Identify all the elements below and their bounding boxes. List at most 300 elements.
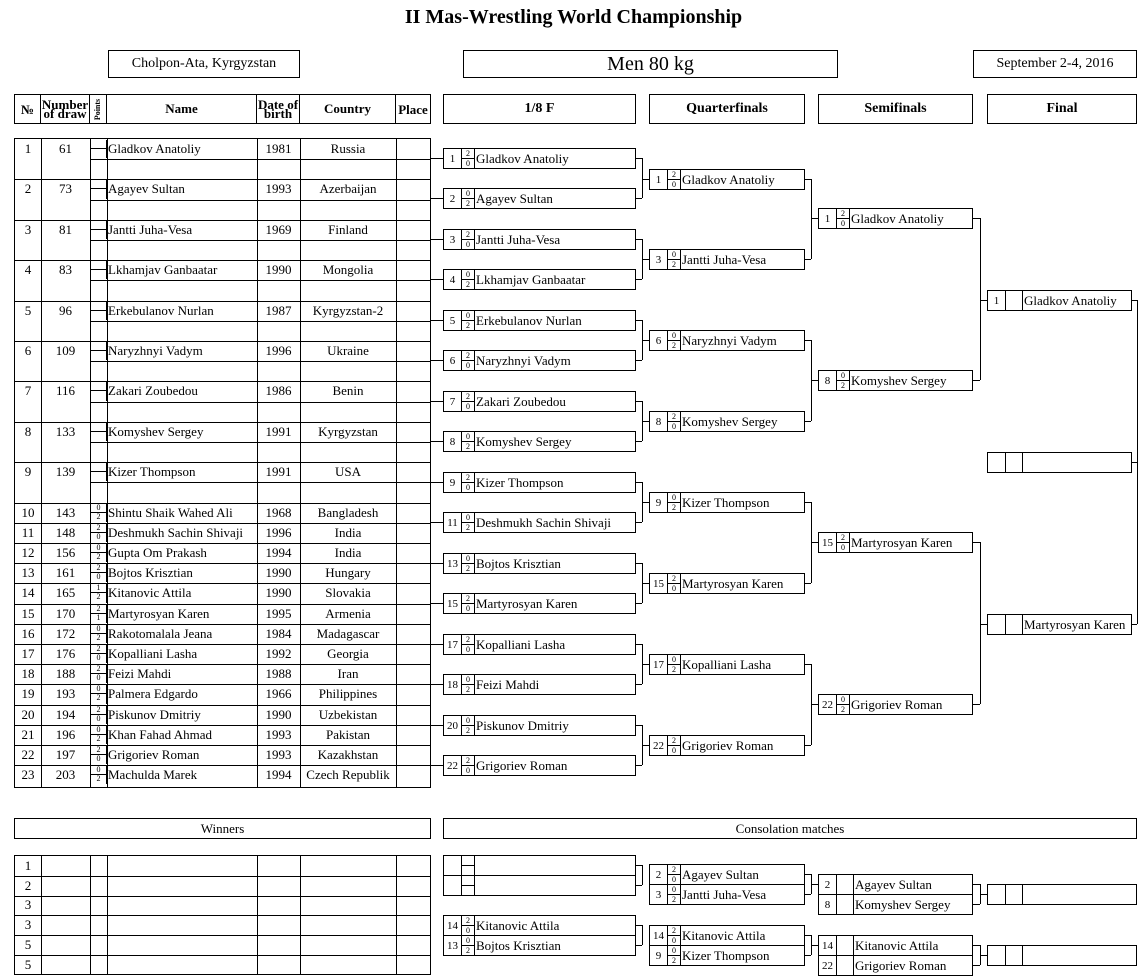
- participant-name: Kitanovic Attila: [108, 585, 192, 601]
- score-cell: [667, 331, 681, 350]
- winner-place: 2: [24, 877, 32, 893]
- bracket-line: [431, 360, 443, 361]
- slot-name: Agayev Sultan: [682, 867, 759, 882]
- bracket-line: [811, 218, 818, 219]
- score-cell: [667, 926, 681, 945]
- place-cell: [396, 604, 430, 624]
- bracket-line: [973, 542, 980, 543]
- slot-name: Kizer Thompson: [682, 495, 770, 510]
- bracket-line: [636, 158, 642, 159]
- score-cell: [461, 635, 475, 654]
- participant-name: Martyrosyan Karen: [108, 605, 210, 621]
- score-cell: [667, 412, 681, 431]
- winner-place: 3: [24, 897, 32, 913]
- qf-slot: [649, 654, 805, 675]
- slot-name: Gladkov Anatoliy: [1024, 293, 1117, 308]
- points-top: [91, 261, 106, 270]
- consolation-slot: [443, 915, 636, 936]
- r16-slot: [443, 472, 636, 493]
- consolation-slot: [443, 935, 636, 956]
- score-cell: [461, 432, 475, 451]
- bracket-line: [811, 884, 818, 885]
- bracket-line: [642, 482, 643, 522]
- row-number: 2: [24, 181, 32, 197]
- score-bottom: 2: [672, 260, 676, 269]
- score-top: 2: [668, 865, 680, 875]
- slot-name: Zakari Zoubedou: [476, 394, 566, 409]
- bracket-line: [431, 725, 443, 726]
- seed-number: 18: [447, 678, 458, 691]
- score-bottom: 2: [841, 381, 845, 390]
- bracket-line: [636, 360, 642, 361]
- bracket-line: [811, 179, 812, 259]
- points-top: 2: [91, 746, 106, 755]
- birth-year: 1987: [265, 302, 292, 318]
- points-top: 2: [91, 605, 106, 614]
- score-bottom: 0: [466, 604, 470, 613]
- slot-name: Jantti Juha-Vesa: [476, 232, 561, 247]
- slot-name: Kizer Thompson: [476, 475, 564, 490]
- country: Mongolia: [322, 262, 374, 278]
- country: Bangladesh: [317, 504, 379, 520]
- qf-slot: [649, 330, 805, 351]
- points-cell: [90, 180, 107, 198]
- score-top: 0: [837, 371, 849, 381]
- bracket-line: [811, 380, 818, 381]
- birth-year: 1993: [265, 726, 292, 742]
- table-row: [15, 563, 430, 583]
- table-row: [15, 705, 430, 725]
- score-bottom: 2: [466, 442, 470, 451]
- slot-name: Gladkov Anatoliy: [682, 172, 775, 187]
- draw-number: 73: [59, 181, 72, 197]
- country: Kyrgyzstan: [318, 423, 378, 439]
- score-cell: [667, 493, 681, 512]
- score-cell: [461, 916, 475, 935]
- consolation-slot: [818, 935, 973, 956]
- draw-number: 196: [55, 726, 76, 742]
- winner-place: 5: [24, 956, 32, 972]
- seed-number: [988, 885, 1005, 904]
- points-top: 0: [91, 726, 106, 735]
- place-cell: [396, 583, 430, 603]
- bracket-line: [811, 664, 812, 745]
- score-bottom: 2: [672, 503, 676, 512]
- score-cell: [461, 270, 475, 289]
- consolation-slot: [818, 874, 973, 895]
- row-divider: [15, 876, 430, 877]
- points-bottom: 2: [96, 592, 101, 602]
- seed-number: 6: [655, 334, 662, 347]
- seed-number: [988, 615, 1005, 634]
- slot-name: Feizi Mahdi: [476, 677, 540, 692]
- points-cell: [90, 706, 107, 724]
- country: Madagascar: [316, 625, 380, 641]
- consolation-slot: [649, 884, 805, 905]
- points-top: [91, 302, 106, 311]
- points-bottom: [91, 270, 106, 278]
- score-bottom: 2: [672, 895, 676, 904]
- dates-label: September 2-4, 2016: [996, 56, 1114, 71]
- bracket-line: [636, 482, 642, 483]
- points-top: 0: [91, 766, 106, 775]
- winners-table: [14, 855, 431, 975]
- score-top: 2: [668, 412, 680, 422]
- bracket-line: [973, 704, 980, 705]
- slot-name: Grigoriev Roman: [855, 958, 947, 973]
- score-cell: [667, 865, 681, 884]
- points-cell: [90, 382, 107, 400]
- bracket-line: [636, 441, 642, 442]
- bracket-line: [805, 340, 811, 341]
- bracket-line: [431, 198, 443, 199]
- score-cell: [461, 594, 475, 613]
- participant-name: Gladkov Anatoliy: [108, 141, 201, 157]
- seed-number: 22: [447, 759, 458, 772]
- bracket-line: [636, 401, 642, 402]
- bracket-line: [973, 945, 980, 946]
- score-cell: [667, 170, 681, 189]
- score-bottom: 0: [841, 219, 845, 228]
- seed-number: 9: [655, 496, 662, 509]
- country: Armenia: [325, 605, 371, 621]
- qf-slot: [649, 735, 805, 756]
- seed-number: 9: [449, 476, 456, 489]
- points-cell: [90, 726, 107, 744]
- row-number: 21: [21, 726, 35, 742]
- draw-number: 194: [55, 706, 76, 722]
- score-cell: [1005, 885, 1023, 904]
- winner-place: 1: [24, 857, 32, 873]
- draw-number: 165: [55, 585, 76, 601]
- r16-slot: [443, 715, 636, 736]
- draw-number: 143: [55, 504, 76, 520]
- score-bottom: 2: [466, 523, 470, 532]
- bracket-line: [805, 421, 811, 422]
- score-top: 0: [462, 189, 474, 199]
- points-cell: [90, 423, 107, 441]
- score-top: 0: [462, 554, 474, 564]
- consolation-slot: [649, 945, 805, 966]
- bracket-line: [431, 684, 443, 685]
- qf-slot: [649, 492, 805, 513]
- seed-number: 3: [655, 253, 662, 266]
- score-bottom: 2: [841, 705, 845, 714]
- row-number: 7: [24, 383, 32, 399]
- bracket-line: [636, 198, 642, 199]
- qf-slot: [649, 169, 805, 190]
- seed-number: 15: [653, 577, 664, 590]
- slot-name: Naryzhnyi Vadym: [682, 333, 777, 348]
- seed-number: 22: [653, 739, 664, 752]
- score-cell: [461, 473, 475, 492]
- round-header-sf: Semifinals: [818, 94, 973, 124]
- birth-year: 1984: [265, 625, 292, 641]
- seed-number: 1: [655, 173, 662, 186]
- category-box: [463, 50, 838, 78]
- slot-name: Kopalliani Lasha: [682, 657, 772, 672]
- slot-name: Kopalliani Lasha: [476, 637, 566, 652]
- score-cell: [836, 956, 854, 975]
- bracket-line: [980, 300, 987, 301]
- points-bottom: [91, 311, 106, 319]
- r16-slot: [443, 674, 636, 695]
- birth-year: 1990: [265, 585, 292, 601]
- points-bottom: 2: [96, 733, 101, 743]
- points-cell: [90, 342, 107, 360]
- slot-name: Lkhamjav Ganbaatar: [476, 272, 586, 287]
- row-divider: [15, 915, 430, 916]
- row-divider: [15, 935, 430, 936]
- winner-place: 3: [24, 917, 32, 933]
- points-top: [91, 463, 106, 472]
- score-cell: [461, 230, 475, 249]
- place-cell: [396, 139, 430, 159]
- r16-slot: [443, 431, 636, 452]
- slot-name: Agayev Sultan: [476, 191, 553, 206]
- points-cell: [90, 302, 107, 320]
- score-bottom: 2: [466, 946, 470, 955]
- participant-name: Shintu Shaik Wahed Ali: [108, 504, 233, 520]
- points-top: 2: [91, 524, 106, 533]
- bracket-line: [636, 279, 642, 280]
- score-cell: [667, 250, 681, 269]
- round-header-final: Final: [987, 94, 1137, 124]
- score-bottom: 2: [672, 341, 676, 350]
- score-cell: [461, 554, 475, 573]
- header-draw: Number of draw: [41, 97, 89, 121]
- points-cell: [90, 584, 107, 602]
- score-cell: [667, 736, 681, 755]
- bracket-line: [973, 965, 980, 966]
- bracket-line: [1132, 300, 1137, 301]
- bracket-line: [636, 563, 642, 564]
- participant-name: Komyshev Sergey: [108, 423, 204, 439]
- country: Azerbaijan: [319, 181, 377, 197]
- points-bottom: 2: [96, 774, 101, 784]
- bracket-line: [642, 725, 643, 765]
- place-cell: [396, 765, 430, 785]
- bracket-line: [431, 522, 443, 523]
- points-bottom: 0: [96, 713, 101, 723]
- points-cell: [90, 544, 107, 562]
- place-cell: [396, 664, 430, 684]
- seed-number: 13: [447, 557, 458, 570]
- score-cell: [461, 513, 475, 532]
- slot-name: Komyshev Sergey: [855, 897, 951, 912]
- page-title: II Mas-Wrestling World Championship: [404, 6, 743, 28]
- score-bottom: 0: [466, 766, 470, 775]
- bracket-line: [431, 279, 443, 280]
- bracket-line: [636, 885, 642, 886]
- bracket-line: [642, 239, 643, 279]
- bracket-line: [636, 684, 642, 685]
- seed-number: [988, 453, 1005, 472]
- birth-year: 1968: [265, 504, 292, 520]
- row-number: 15: [21, 605, 35, 621]
- birth-year: 1992: [265, 646, 292, 662]
- points-bottom: 0: [96, 572, 101, 582]
- draw-number: 139: [55, 464, 76, 480]
- points-top: 0: [91, 625, 106, 634]
- points-top: [91, 180, 106, 189]
- points-cell: [90, 504, 107, 522]
- consolation-slot: [987, 945, 1137, 966]
- table-row: [15, 583, 430, 603]
- bracket-line: [805, 935, 811, 936]
- bracket-line: [642, 925, 643, 945]
- seed-number: 8: [824, 374, 831, 387]
- points-top: 2: [91, 645, 106, 654]
- bracket-line: [636, 945, 642, 946]
- score-cell: [461, 311, 475, 330]
- score-top: 0: [668, 493, 680, 503]
- birth-year: 1994: [265, 767, 292, 783]
- bracket-line: [980, 218, 981, 380]
- bracket-line: [973, 904, 980, 905]
- points-cell: [90, 746, 107, 764]
- consolation-slot: [649, 925, 805, 946]
- draw-number: 203: [55, 767, 76, 783]
- points-top: 0: [91, 504, 106, 513]
- row-number: 20: [21, 706, 35, 722]
- dates-box: [973, 50, 1137, 78]
- participant-name: Palmera Edgardo: [108, 686, 198, 702]
- bracket-line: [973, 380, 980, 381]
- score-top: 2: [668, 574, 680, 584]
- birth-year: 1991: [265, 464, 292, 480]
- score-top: 2: [462, 916, 474, 926]
- points-cell: [90, 645, 107, 663]
- birth-year: 1994: [265, 545, 292, 561]
- final-slot: [987, 614, 1132, 635]
- bracket-line: [642, 664, 649, 665]
- bracket-line: [636, 603, 642, 604]
- slot-name: Kitanovic Attila: [855, 938, 939, 953]
- bracket-line: [805, 894, 811, 895]
- participant-name: Gupta Om Prakash: [108, 545, 207, 561]
- points-bottom: [91, 149, 106, 157]
- birth-year: 1996: [265, 343, 292, 359]
- score-bottom: 0: [841, 543, 845, 552]
- score-top: 2: [462, 756, 474, 766]
- score-cell: [836, 695, 850, 714]
- points-bottom: 0: [96, 754, 101, 763]
- participant-name: Kopalliani Lasha: [108, 646, 198, 662]
- seed-number: 5: [449, 314, 456, 327]
- r16-slot: [443, 634, 636, 655]
- score-bottom: 0: [672, 422, 676, 431]
- slot-name: Komyshev Sergey: [476, 434, 572, 449]
- table-row: [15, 684, 430, 704]
- seed-number: [444, 856, 461, 875]
- score-cell: [836, 209, 850, 228]
- score-bottom: 0: [466, 240, 470, 249]
- score-bottom: 0: [672, 746, 676, 755]
- country: Philippines: [318, 686, 378, 702]
- bracket-line: [431, 644, 443, 645]
- score-cell: [836, 371, 850, 390]
- seed-number: 2: [824, 878, 831, 891]
- score-cell: [461, 189, 475, 208]
- score-cell: [461, 392, 475, 411]
- points-bottom: [91, 472, 106, 480]
- row-number: 18: [21, 666, 35, 682]
- slot-name: Jantti Juha-Vesa: [682, 252, 767, 267]
- row-divider: [90, 402, 430, 403]
- score-bottom: 2: [466, 199, 470, 208]
- birth-year: 1993: [265, 747, 292, 763]
- points-top: [91, 382, 106, 391]
- seed-number: 3: [449, 233, 456, 246]
- score-cell: [667, 574, 681, 593]
- points-top: [91, 140, 106, 149]
- slot-name: Deshmukh Sachin Shivaji: [476, 515, 612, 530]
- qf-slot: [649, 573, 805, 594]
- bracket-line: [636, 765, 642, 766]
- score-top: 0: [668, 331, 680, 341]
- score-cell: [1005, 291, 1023, 310]
- points-bottom: [91, 351, 106, 359]
- points-bottom: [91, 432, 106, 440]
- birth-year: 1995: [265, 605, 292, 621]
- slot-name: Grigoriev Roman: [682, 738, 774, 753]
- score-top: [462, 856, 474, 866]
- table-row: [15, 624, 430, 644]
- bracket-line: [636, 522, 642, 523]
- country: Finland: [328, 221, 368, 237]
- bracket-line: [811, 945, 818, 946]
- seed-number: 22: [822, 698, 833, 711]
- r16-slot: [443, 188, 636, 209]
- seed-number: 2: [655, 868, 662, 881]
- bracket-line: [642, 644, 643, 684]
- bracket-line: [805, 179, 811, 180]
- bracket-line: [805, 583, 811, 584]
- birth-year: 1988: [265, 666, 292, 682]
- bracket-line: [973, 884, 980, 885]
- score-top: 0: [668, 885, 680, 895]
- slot-name: Naryzhnyi Vadym: [476, 353, 571, 368]
- score-top: 2: [462, 149, 474, 159]
- row-divider: [90, 280, 430, 281]
- row-number: 6: [24, 343, 32, 359]
- points-bottom: [91, 189, 106, 197]
- participant-name: Kizer Thompson: [108, 464, 196, 480]
- slot-name: Martyrosyan Karen: [851, 535, 953, 550]
- points-cell: [90, 140, 107, 158]
- participant-name: Bojtos Krisztian: [108, 565, 193, 581]
- score-cell: [667, 885, 681, 904]
- sf-slot: [818, 370, 973, 391]
- row-number: 17: [21, 646, 35, 662]
- bracket-line: [431, 563, 443, 564]
- table-row: [15, 745, 430, 765]
- country: Uzbekistan: [318, 706, 378, 722]
- place-cell: [396, 381, 430, 401]
- score-cell: [461, 856, 475, 875]
- points-cell: [90, 261, 107, 279]
- row-divider: [90, 361, 430, 362]
- bracket-line: [642, 583, 649, 584]
- bracket-line: [805, 502, 811, 503]
- country: USA: [334, 464, 361, 480]
- place-cell: [396, 422, 430, 442]
- bracket-line: [980, 945, 981, 965]
- slot-name: Komyshev Sergey: [682, 414, 778, 429]
- bracket-line: [811, 935, 812, 955]
- bracket-line: [805, 259, 811, 260]
